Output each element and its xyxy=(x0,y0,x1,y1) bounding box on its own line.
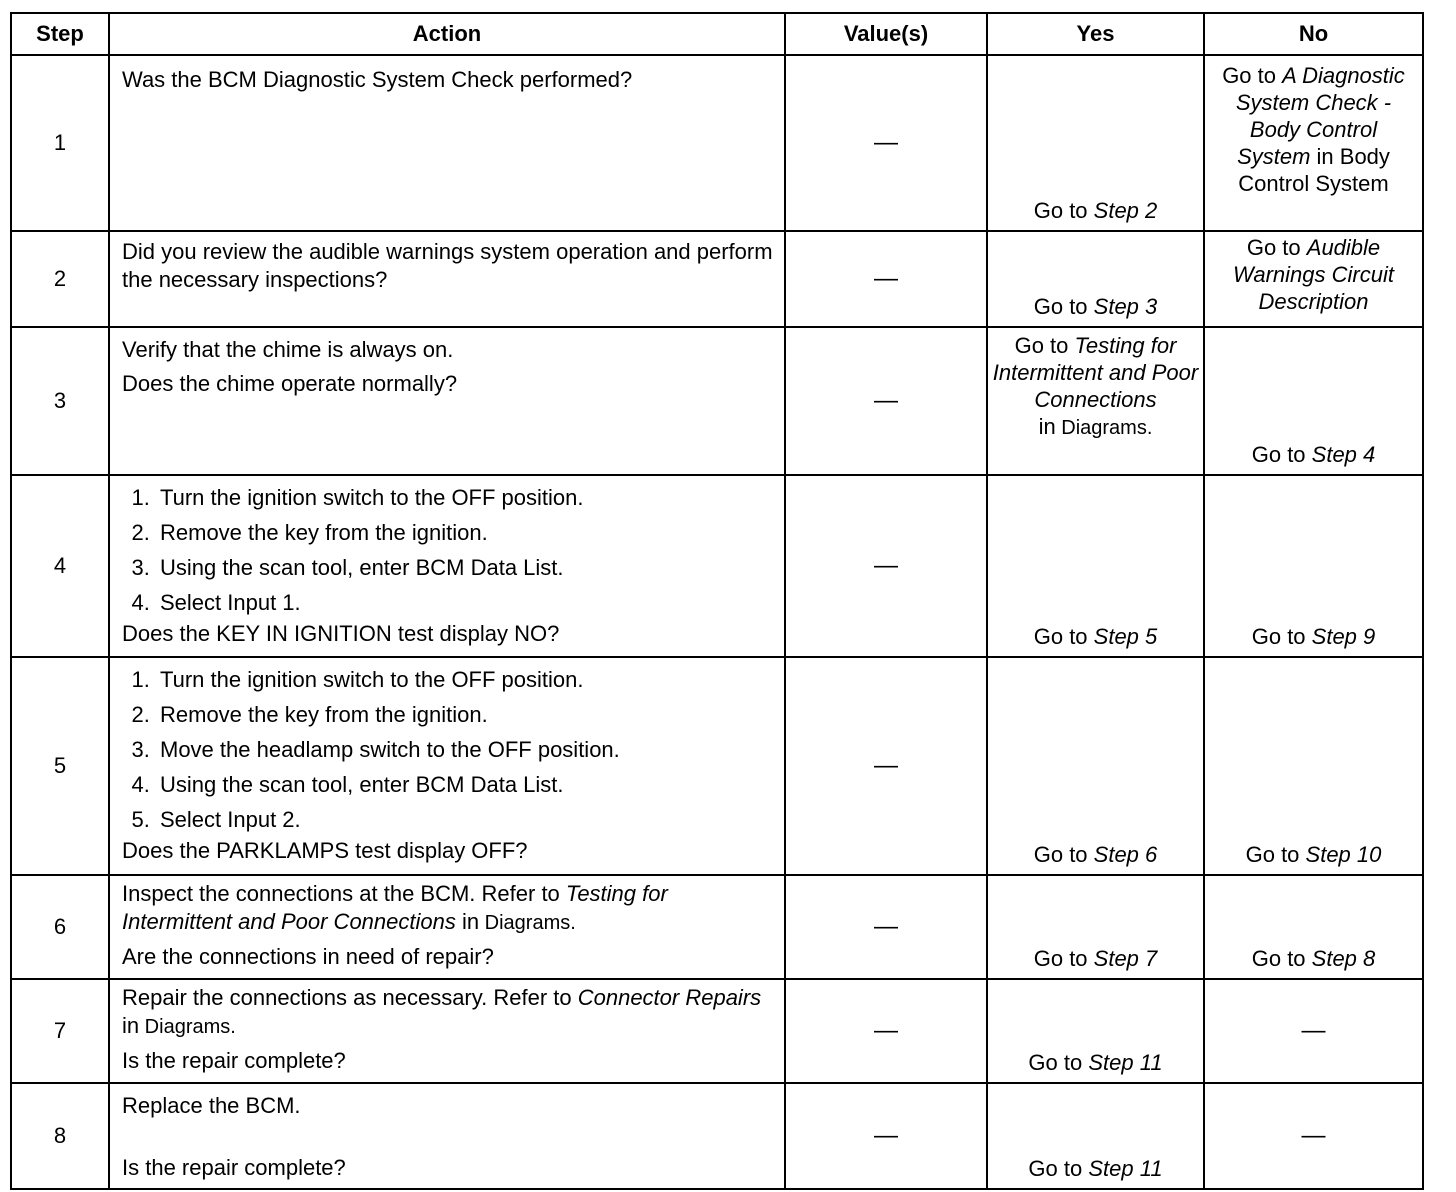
goto-prefix: Go to xyxy=(1033,294,1094,319)
no-dash: — xyxy=(1301,1017,1326,1044)
no-cell xyxy=(1204,979,1423,1083)
action-cell xyxy=(109,475,785,657)
goto-prefix: Go to xyxy=(1222,63,1283,88)
header-values: Value(s) xyxy=(785,13,987,55)
action-text-doc: Diagrams. xyxy=(139,1016,236,1038)
table-row xyxy=(11,475,1423,657)
header-yes: Yes xyxy=(987,13,1204,55)
action-question: Does the PARKLAMPS test display OFF? xyxy=(122,838,528,863)
action-text xyxy=(122,984,776,1041)
value-cell: — xyxy=(785,875,987,979)
step-link[interactable]: Step 4 xyxy=(1311,442,1376,467)
step-link[interactable]: Step 8 xyxy=(1311,946,1376,971)
procedure-link[interactable]: Testing for Intermittent and Poor Connections xyxy=(992,333,1199,412)
no-dash: — xyxy=(1301,1122,1326,1149)
action-question: Is the repair complete? xyxy=(122,1155,346,1180)
no-cell xyxy=(1204,327,1423,475)
no-cell xyxy=(1204,475,1423,657)
value-cell: — xyxy=(785,327,987,475)
action-cell xyxy=(109,979,785,1083)
procedure-link[interactable]: Connector Repairs xyxy=(577,985,762,1010)
goto-prefix: Go to xyxy=(1251,946,1312,971)
goto-suffix: in Body Control System xyxy=(1238,144,1390,196)
procedure-link[interactable]: Audible Warnings Circuit Description xyxy=(1233,235,1394,314)
goto-doc: Diagrams. xyxy=(1055,417,1153,439)
step-number: 6 xyxy=(11,875,109,979)
value-cell: — xyxy=(785,1083,987,1189)
list-item: 2. Remove the key from the ignition. xyxy=(156,515,776,550)
yes-goto xyxy=(988,294,1203,320)
yes-cell xyxy=(987,979,1204,1083)
action-question: Is the repair complete? xyxy=(122,1048,346,1073)
step-link[interactable]: Step 11 xyxy=(1088,1050,1163,1075)
step-number: 7 xyxy=(11,979,109,1083)
action-text: Was the BCM Diagnostic System Check performed? xyxy=(122,67,633,92)
table-row xyxy=(11,1083,1423,1189)
list-item: 2. Remove the key from the ignition. xyxy=(156,697,776,732)
step-link[interactable]: Step 2 xyxy=(1093,198,1158,223)
header-step: Step xyxy=(11,13,109,55)
goto-prefix: Go to xyxy=(1028,1156,1089,1181)
diagnostic-table xyxy=(10,12,1424,1190)
no-goto xyxy=(1205,946,1422,972)
yes-goto xyxy=(988,1050,1203,1076)
action-cell xyxy=(109,231,785,327)
yes-goto xyxy=(988,328,1203,442)
action-text: Verify that the chime is always on. xyxy=(122,337,454,362)
goto-prefix: Go to xyxy=(1251,442,1312,467)
list-item: 3. Using the scan tool, enter BCM Data List. xyxy=(156,550,776,585)
step-number: 4 xyxy=(11,475,109,657)
header-no: No xyxy=(1204,13,1423,55)
step-number: 8 xyxy=(11,1083,109,1189)
goto-prefix: Go to xyxy=(1033,842,1094,867)
no-cell xyxy=(1204,657,1423,875)
action-cell xyxy=(109,1083,785,1189)
action-question: Does the KEY IN IGNITION test display NO? xyxy=(122,621,560,646)
list-item: 4. Using the scan tool, enter BCM Data List. xyxy=(156,767,776,802)
step-number: 5 xyxy=(11,657,109,875)
list-item: 3. Move the headlamp switch to the OFF position. xyxy=(156,732,776,767)
action-cell xyxy=(109,875,785,979)
value-cell: — xyxy=(785,475,987,657)
yes-cell xyxy=(987,327,1204,475)
action-text-pre: Inspect the connections at the BCM. Refer to xyxy=(122,881,566,906)
no-goto xyxy=(1205,842,1422,868)
action-cell xyxy=(109,657,785,875)
yes-cell xyxy=(987,875,1204,979)
goto-prefix: Go to xyxy=(1033,198,1094,223)
no-cell xyxy=(1204,1083,1423,1189)
step-link[interactable]: Step 5 xyxy=(1093,624,1158,649)
action-text-in: in xyxy=(122,1013,140,1038)
list-item: 1. Turn the ignition switch to the OFF position. xyxy=(156,480,776,515)
yes-cell xyxy=(987,657,1204,875)
action-text xyxy=(122,880,776,937)
action-question: Are the connections in need of repair? xyxy=(122,944,494,969)
no-goto xyxy=(1205,442,1422,468)
yes-goto xyxy=(988,624,1203,650)
list-item: 5. Select Input 2. xyxy=(156,802,776,837)
header-row xyxy=(11,13,1423,55)
no-cell xyxy=(1204,875,1423,979)
table-row xyxy=(11,657,1423,875)
action-cell xyxy=(109,55,785,231)
yes-cell xyxy=(987,55,1204,231)
step-number: 3 xyxy=(11,327,109,475)
procedure-link[interactable]: Testing for Intermittent and Poor Connections xyxy=(122,881,668,934)
header-action: Action xyxy=(109,13,785,55)
goto-prefix: Go to xyxy=(1033,946,1094,971)
no-goto xyxy=(1205,56,1422,197)
yes-cell xyxy=(987,475,1204,657)
list-item: 1. Turn the ignition switch to the OFF position. xyxy=(156,662,776,697)
action-text-pre: Repair the connections as necessary. Refer to xyxy=(122,985,578,1010)
yes-cell xyxy=(987,231,1204,327)
action-text-doc: Diagrams. xyxy=(479,912,576,934)
diagnostic-table-container xyxy=(10,12,1422,1190)
table-row xyxy=(11,231,1423,327)
table-row xyxy=(11,327,1423,475)
yes-goto xyxy=(988,198,1203,224)
value-cell: — xyxy=(785,979,987,1083)
value-cell: — xyxy=(785,657,987,875)
step-link[interactable]: Step 3 xyxy=(1093,294,1158,319)
procedure-link[interactable]: A Diagnostic System Check - Body Control System xyxy=(1235,63,1405,169)
goto-prefix: Go to xyxy=(1014,333,1075,358)
action-text: Did you review the audible warnings system operation and perform the necessary inspections? xyxy=(122,239,773,292)
yes-goto xyxy=(988,842,1203,868)
goto-prefix: Go to xyxy=(1246,235,1307,260)
value-cell: — xyxy=(785,231,987,327)
goto-prefix: Go to xyxy=(1033,624,1094,649)
value-cell: — xyxy=(785,55,987,231)
procedure-list xyxy=(122,480,776,620)
table-row xyxy=(11,979,1423,1083)
action-text: Replace the BCM. xyxy=(122,1093,301,1118)
step-link[interactable]: Step 7 xyxy=(1093,946,1158,971)
step-number: 2 xyxy=(11,231,109,327)
step-link[interactable]: Step 9 xyxy=(1311,624,1376,649)
goto-prefix: Go to xyxy=(1245,842,1306,867)
goto-prefix: Go to xyxy=(1028,1050,1089,1075)
action-cell xyxy=(109,327,785,475)
action-text-in: in xyxy=(455,909,480,934)
table-row xyxy=(11,55,1423,231)
no-cell xyxy=(1204,55,1423,231)
goto-prefix: Go to xyxy=(1251,624,1312,649)
yes-goto xyxy=(988,1156,1203,1182)
table-row xyxy=(11,875,1423,979)
no-goto xyxy=(1205,232,1422,315)
step-link[interactable]: Step 6 xyxy=(1093,842,1158,867)
no-goto xyxy=(1205,624,1422,650)
list-item: 4. Select Input 1. xyxy=(156,585,776,620)
step-link[interactable]: Step 11 xyxy=(1088,1156,1163,1181)
goto-suffix: in xyxy=(1038,414,1056,439)
action-question: Does the chime operate normally? xyxy=(122,371,458,396)
yes-cell xyxy=(987,1083,1204,1189)
procedure-list xyxy=(122,662,776,837)
step-link[interactable]: Step 10 xyxy=(1305,842,1382,867)
no-cell xyxy=(1204,231,1423,327)
step-number: 1 xyxy=(11,55,109,231)
yes-goto xyxy=(988,946,1203,972)
